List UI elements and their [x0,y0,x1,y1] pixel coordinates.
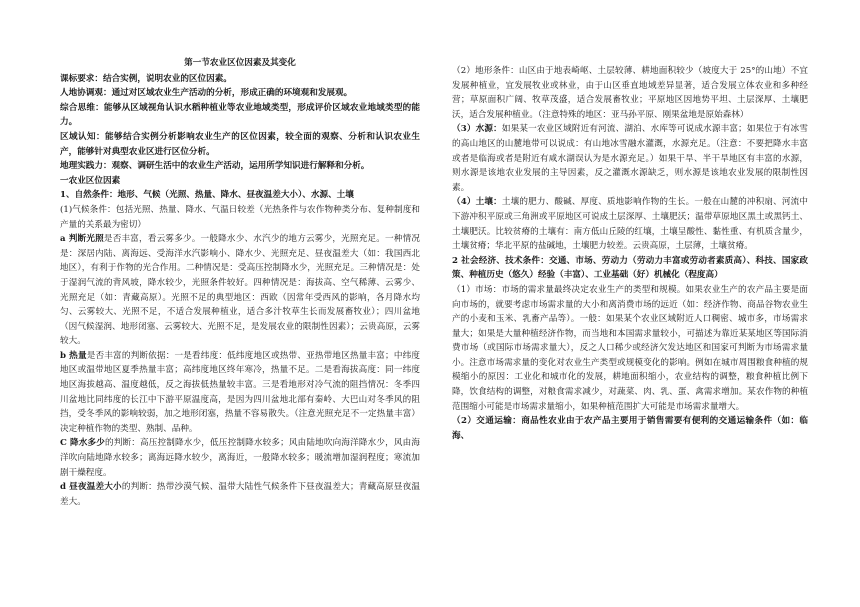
terrain-label: （2）地形条件： [452,66,519,76]
light-text: 是否丰富，看云雾多少。一般降水少、水汽少的地方云雾少，光照充足。一种情况是：深居内陆、离海远、受海洋水汽影响小、降水少、光照充足、昼夜温差大（如：我国西北地区），有利于作物的光合作用。二种情况是：受高压控制降水少，光照充足。三种情况是：处于湿润气流的背风坡，降水较少，光照条件较好。四种情况是：海拔高、空气稀薄、云雾少、光照充足（如：青藏高原）。光照不足的典型地区：西欧（因常年受西风的影响，各月降水均匀、云雾较大、光照不足，不适合发展种植业，适合多汁牧草生长而发展畜牧业）；四川盆地（因气候湿润、地形闭塞、云雾较大、光照不足，是发展农业的限制性因素）；云贵高原，云雾较大。 [60,234,420,347]
diurnal-text: 的判断：热带沙漠气候、温带大陆性气候条件下昼夜温差大；青藏高原昼夜温差大。 [60,482,420,507]
transport-text: 商品性农业由于农产品主要用于销售需要有便利的交通运输条件（如：临海、 [452,416,808,441]
natural-conditions-heading: 1、自然条件：地形、气候（光照、热量、降水、昼夜温差大小）、水源、土壤 [60,190,354,201]
climate-paragraph: (1)气候条件：包括光照、热量、降水、气温日较差（光热条件与农作物种类分布、复种制度和产量的关系最为密切） [60,204,420,230]
terrain-paragraph [452,64,808,122]
diurnal-label: d 昼夜温差大小 [60,482,122,493]
water-paragraph [452,122,808,195]
light-label: a 判断光照 [60,234,104,245]
rain-paragraph [60,436,420,480]
left-column [60,56,420,509]
water-text: 如果某一农业区域附近有河流、湖泊、水库等可说成水源丰富；如果位于有冰雪的高山地区的山麓地带可以说成：有山地冰雪融水灌溉，水源充足。（注意：不要把降水丰富或者是临海或者是附近有咸水湖误认为是水源充足。）如果干旱、半干旱地区有丰富的水源，则水源是该地农业发展的主导因素，反之灌溉水源缺乏，则水源是该地农业发展的限制性因素。 [452,124,808,193]
socio-economic-heading: 2 社会经济、技术条件：交通、市场、劳动力（劳动力丰富或劳动者素质高）、科技、国家政策、种植历史（悠久）经验（丰富）、工业基础（好）机械化（程度高） [452,255,808,281]
standard-line: 区域认知：能够结合实例分析影响农业生产的区位因素，较全面的观察、分析和认识农业生产，能够针对典型农业区进行区位分析。 [60,131,420,157]
section-heading: 一农业区位因素 [60,175,121,186]
light-paragraph [60,232,420,349]
water-label: （3）水源： [452,124,502,135]
document-title: 第一节农业区位因素及其变化 [184,58,296,68]
standard-line: 课标要求：结合实例，说明农业的区位因素。 [60,73,232,84]
heat-paragraph [60,349,420,437]
standard-line: 地理实践力：观察、调研生活中的农业生产活动，运用所学知识进行解释和分析。 [60,161,370,172]
soil-paragraph [452,195,808,253]
standard-line: 人地协调观：通过对区域农业生产活动的分析，形成正确的环境观和发展观。 [60,88,353,99]
transport-paragraph [452,414,808,443]
right-column [452,64,808,443]
heat-label: b 热量 [60,350,87,361]
market-text: 市场的需求量最终决定农业生产的类型和规模。如果农业生产的农产品主要是面向市场的，就要考虑市场需求量的大小和离消费市场的远近（如：经济作物、商品谷物农业生产的小麦和玉米、乳畜产品等）。一般：如果某个农业区域附近人口稠密、城市多，市场需求量大；如果是大量种植经济作物，而当地和本国需求量较小，可描述为靠近某某地区等国际消费市场（或国际市场需求量大），反之人口稀少或经济欠发达地区和国家可判断为市场需求量小。注意市场需求量的变化对农业生产类型或规模变化的影响。例如在城市周围粮食种植的规模缩小的原因：工业化和城市化的发展，耕地面积缩小，农业结构的调整，粮食种植比例下降，饮食结构的调整，对粮食需求减少，对蔬菜、肉、乳、蛋、禽需求增加。某农作物的种植范围缩小可能是市场需求量缩小，如果种植范围扩大可能是市场需求量增大。 [452,284,808,412]
rain-text: 的判断：高压控制降水少，低压控制降水较多；风由陆地吹向海洋降水少，风由海洋吹向陆地降水较多；离海远降水较少，离海近，一般降水较多；暖流增加湿润程度；寒流加剧干燥程度。 [60,438,420,478]
terrain-text: 山区由于地表崎岖、土层较薄、耕地面积较少（坡度大于 25°的山地）不宜发展种植业，宜发展牧业或林业，由于山区垂直地域差异显著，适合发展立体农业和多种经营；草原面积广阔、牧草茂盛，适合发展畜牧业；平原地区因地势平坦、土层深厚、土壤肥沃，适合发展种植业。（注意特殊的地区：亚马孙平原、刚果盆地是原始森林） [452,66,808,120]
rain-label: C 降水多少 [60,438,106,449]
heat-text: 是否丰富的判断依据：一是看纬度：低纬度地区或热带、亚热带地区热量丰富；中纬度地区或温带地区夏季热量丰富；高纬度地区终年寒冷，热量不足。二是看海拔高度：同一纬度地区海拔越高、温度越低，反之海拔低热量较丰富。三是看地形对冷气流的阻挡情况：冬季四川盆地比同纬度的长江中下游平原温度高，是因为四川盆地北部有秦岭、大巴山对冬季风的阻挡，受冬季风的影响较弱，加之地形闭塞，热量不容易散失。（注意光照充足不一定热量丰富）决定种植作物的类型、熟制、品种。 [60,350,420,434]
market-label: （1）市场： [452,284,502,295]
diurnal-paragraph [60,480,420,509]
standard-line: 综合思维：能够从区域视角认识水稻种植业等农业地域类型，形成评价区域农业地域类型的能力。 [60,102,420,128]
soil-text: 土壤的肥力、酸碱、厚度、质地影响作物的生长。一般在山麓的冲积扇、河流中下游冲积平原或三角洲或平原地区可说成土层深厚、土壤肥沃；温带草原地区黑土或黑钙土、土壤肥沃。比较贫瘠的土壤有：南方低山丘陵的红壤，土壤呈酸性、黏性重、有机质含量少，土壤贫瘠；华北平原的盐碱地，土壤肥力较差。云贵高原，土层薄，土壤贫瘠。 [452,197,808,252]
soil-label: （4）土壤： [452,197,502,208]
transport-label: （2）交通运输： [452,416,522,427]
market-paragraph [452,283,808,414]
